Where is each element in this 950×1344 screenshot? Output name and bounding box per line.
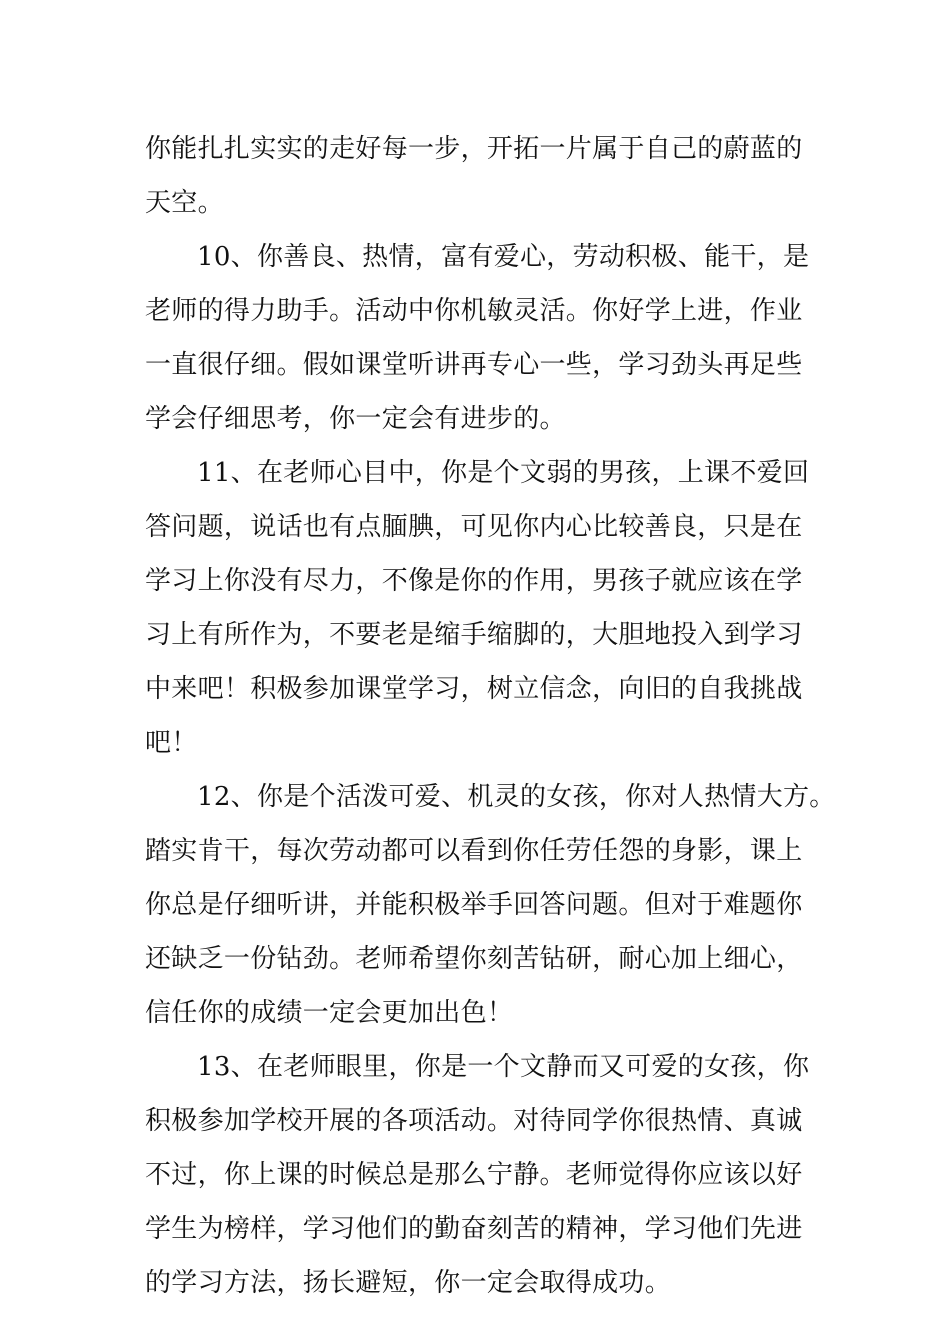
paragraph-9-tail: [145, 126, 825, 234]
document-page: [145, 126, 836, 1314]
paragraph-10: [145, 234, 825, 450]
text-line: 踏实肯干，每次劳动都可以看到你任劳任怨的身影，课上: [145, 836, 803, 866]
text-line: 信任你的成绩一定会更加出色！: [145, 998, 514, 1028]
text-line: 你能扎扎实实的走好每一步，开拓一片属于自己的蔚蓝的: [145, 134, 803, 164]
text-line: 10、你善良、热情，富有爱心，劳动积极、能干，是: [197, 242, 810, 272]
text-line: 不过，你上课的时候总是那么宁静。老师觉得你应该以好: [145, 1160, 803, 1190]
text-line: 学习上你没有尽力，不像是你的作用，男孩子就应该在学: [145, 566, 803, 596]
text-line: 还缺乏一份钻劲。老师希望你刻苦钻研，耐心加上细心，: [145, 944, 803, 974]
text-line: 一直很仔细。假如课堂听讲再专心一些，学习劲头再足些: [145, 350, 803, 380]
paragraph-12: [145, 774, 836, 1044]
text-line: 学生为榜样，学习他们的勤奋刻苦的精神，学习他们先进: [145, 1214, 803, 1244]
text-line: 12、你是个活泼可爱、机灵的女孩，你对人热情大方。: [197, 782, 836, 812]
text-line: 习上有所作为，不要老是缩手缩脚的，大胆地投入到学习: [145, 620, 803, 650]
text-line: 学会仔细思考，你一定会有进步的。: [145, 404, 566, 434]
text-line: 答问题，说话也有点腼腆，可见你内心比较善良，只是在: [145, 512, 803, 542]
text-line: 积极参加学校开展的各项活动。对待同学你很热情、真诚: [145, 1106, 803, 1136]
text-line: 13、在老师眼里，你是一个文静而又可爱的女孩，你: [197, 1052, 810, 1082]
text-line: 你总是仔细听讲，并能积极举手回答问题。但对于难题你: [145, 890, 803, 920]
text-line: 吧！: [145, 728, 198, 758]
paragraph-13: [145, 1044, 825, 1314]
paragraph-11: [145, 450, 825, 774]
text-line: 的学习方法，扬长避短，你一定会取得成功。: [145, 1268, 672, 1298]
text-line: 老师的得力助手。活动中你机敏灵活。你好学上进，作业: [145, 296, 803, 326]
text-line: 11、在老师心目中，你是个文弱的男孩，上课不爱回: [197, 458, 810, 488]
text-line: 中来吧！积极参加课堂学习，树立信念，向旧的自我挑战: [145, 674, 803, 704]
text-line: 天空。: [145, 188, 224, 218]
